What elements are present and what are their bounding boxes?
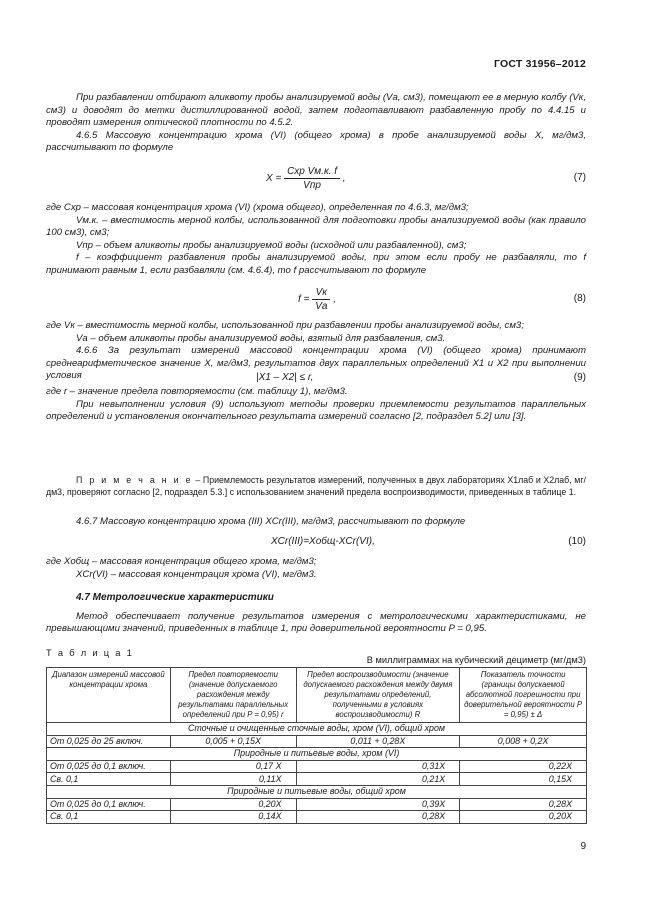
table-row — [47, 773, 587, 786]
cell-range: Св. 0,1 — [47, 773, 171, 786]
formula-9-expression: |X1 – X2| ≤ r, — [256, 372, 314, 383]
where-f: f – коэффициент разбавления пробы анализируемой воды, при этом если пробу не разбавляли, то f принимают равным 1, если разбавляли (см. 4.6.4), то f рассчитывают по формуле — [46, 252, 586, 276]
table-header-row — [47, 668, 587, 723]
paragraph-4-6-7 — [46, 516, 586, 529]
where-v-pr: Vпр – объем аликвоты пробы анализируемой воды (исходной или разбавленной), см3; — [76, 239, 467, 251]
formula-7-denominator: Vпр — [303, 180, 321, 191]
cell-r: 0,20X — [170, 798, 296, 811]
where-block-3 — [46, 556, 586, 581]
section-4-7 — [46, 592, 586, 636]
cell-r: 0,17 X — [170, 760, 296, 773]
note-body: – Приемлемость результатов измерений, полученных в двух лабораториях X1лаб и X2лаб, мг/дм3, проверяют согласно [2, подраздел 5.3.] с использованием значений предела воспроизводимости, приведенных в таблице 1. — [46, 475, 586, 497]
cell-R: 0,39X — [296, 798, 460, 811]
table-group-row — [47, 748, 587, 761]
table-label: Т а б л и ц а 1 — [46, 648, 134, 658]
formula-7-lhs: X = — [266, 173, 282, 185]
group-title: Природные и питьевые воды, общий хром — [47, 785, 587, 798]
where-x-obsch: где Xобщ – массовая концентрация общего хрома, мг/дм3; — [46, 556, 317, 567]
note-block — [46, 475, 586, 498]
cell-range: Св. 0,1 — [47, 811, 171, 824]
formula-9-number: (9) — [573, 372, 586, 383]
formula-8-number: (8) — [573, 293, 586, 304]
group-title: Природные и питьевые воды, хром (VI) — [47, 748, 587, 761]
formula-8-denominator: Vа — [315, 301, 328, 312]
table-group-row — [47, 723, 587, 736]
paragraph-4-6-6: 4.6.6 За результат измерений массовой концентрации хрома (VI) (общего хрома) принимают среднеарифметическое значение X, мг/дм3, результатов двух параллельных определений X1 и X2 при выполнении условия — [46, 345, 586, 382]
formula-8-expression: f = $\frac{Vк}{Vа}$ , — [298, 287, 336, 312]
paragraph-metrology: Метод обеспечивает получение результатов измерения с метрологическими характеристиками, не превышающими значений, приведенных в таблице 1, при доверительной вероятности P = 0,95. — [46, 610, 586, 635]
cell-delta: 0,15X — [460, 773, 587, 786]
formula-10-number: (10) — [568, 536, 586, 547]
cell-delta: 0,28X — [460, 798, 587, 811]
table-row — [47, 735, 587, 748]
cell-R: 0,011 + 0,28X — [296, 735, 460, 748]
cell-R: 0,21X — [296, 773, 460, 786]
document-code: ГОСТ 31956–2012 — [493, 58, 586, 70]
formula-10 — [46, 536, 586, 552]
paragraph-dilution — [46, 92, 586, 155]
cell-r: 0,005 + 0,15X — [170, 735, 296, 748]
cell-r: 0,14X — [170, 811, 296, 824]
header-reproducibility: Предел воспроизводимости (значение допускаемого расхождения между двумя результатами определений, полученными в условиях воспроизводимости) R — [296, 668, 460, 723]
where-x-cr6: XCr(VI) – массовая концентрация хрома (VI), мг/дм3. — [76, 568, 317, 580]
header-range: Диапазон измерений массовой концентрации хрома — [47, 668, 171, 723]
table-row — [47, 811, 587, 824]
paragraph-text: При разбавлении отбирают аликвоту пробы анализируемой воды (Vа, см3), помещают ее в мерную колбу (Vк, см3) и доводят до метки дистиллированной водой, затем подготавливают разбавленную пробу по 4.4.15 и проводят измерения оптической плотности по 4.5.2. — [46, 92, 586, 129]
page-number: 9 — [580, 841, 586, 852]
header-repeatability: Предел повторяемости (значение допускаемого расхождения между результатами параллельных определений при P = 0,95) r — [170, 668, 296, 723]
formula-10-expression: XCr(III)=Xобщ-XCr(VI), — [271, 536, 375, 547]
formula-7-number: (7) — [573, 172, 586, 183]
where-v-mk: Vм.к. – вместимость мерной колбы, использованной для подготовки пробы анализируемой воды (как правило 100 см3), см3; — [46, 214, 586, 239]
where-c-xr: где Cхр – массовая концентрация хрома (VI) (хрома общего), определенная по 4.6.3, мг/дм3; — [46, 202, 469, 213]
cell-range: От 0,025 до 0,1 включ. — [47, 798, 171, 811]
formula-7-numerator: Cхр Vм.к. f — [284, 166, 340, 179]
cell-R: 0,31X — [296, 760, 460, 773]
table-row — [47, 798, 587, 811]
formula-8 — [46, 287, 586, 317]
formula-8-fraction — [312, 287, 330, 312]
table-row — [47, 760, 587, 773]
cell-delta: 0,008 + 0,2X — [460, 735, 587, 748]
note-text — [46, 475, 586, 498]
cell-R: 0,28X — [296, 811, 460, 824]
table-unit: В миллиграммах на кубический дециметр (мг/дм3) — [366, 655, 586, 665]
document-page — [46, 0, 586, 913]
cell-delta: 0,22X — [460, 760, 587, 773]
formula-7-expression: X = $\frac{\text{Cхр Vм.к. f}}{\text{Vпр}}$ , — [266, 166, 346, 191]
group-title: Сточные и очищенные сточные воды, хром (VI), общий хром — [47, 723, 587, 736]
metrology-table — [46, 667, 587, 824]
formula-8-lhs: f = — [298, 294, 310, 306]
table-group-row — [47, 785, 587, 798]
where-r: где r – значение предела повторяемости (см. таблицу 1), мг/дм3. — [46, 386, 348, 397]
paragraph-text: 4.6.7 Массовую концентрацию хрома (III) XCr(III), мг/дм3, рассчитывают по формуле — [76, 516, 466, 527]
section-title: 4.7 Метрологические характеристики — [76, 592, 274, 603]
where-block-1 — [46, 202, 586, 278]
note-label: П р и м е ч а н и е — [76, 475, 193, 485]
cell-delta: 0,20X — [460, 811, 587, 824]
header-accuracy: Показатель точности (границы допускаемой абсолютной погрешности при доверительной вероятности P = 0,95) ± Δ — [460, 668, 587, 723]
formula-7 — [46, 166, 586, 196]
cell-r: 0,11X — [170, 773, 296, 786]
paragraph-condition-fail: При невыполнении условия (9) используют методы проверки приемлемости результатов параллельных определений и установления окончательного результата измерений согласно [2, подраздел 5.2] или [3]. — [46, 398, 586, 423]
paragraph-4-6-5: 4.6.5 Массовую концентрацию хрома (VI) (общего хрома) в пробе анализируемой воды X, мг/дм3, рассчитывают по формуле — [46, 129, 586, 154]
paragraph-block-3 — [46, 386, 586, 424]
where-v-a: Vа – объем аликвоты пробы анализируемой воды, взятый для разбавления, см3. — [76, 332, 446, 344]
cell-range: От 0,025 до 0,1 включ. — [47, 760, 171, 773]
formula-7-fraction — [284, 166, 340, 191]
formula-8-numerator: Vк — [312, 287, 330, 300]
where-v-k: где Vк – вместимость мерной колбы, использованной при разбавлении пробы анализируемой воды, см3; — [46, 320, 524, 331]
cell-range: От 0,025 до 25 включ. — [47, 735, 171, 748]
